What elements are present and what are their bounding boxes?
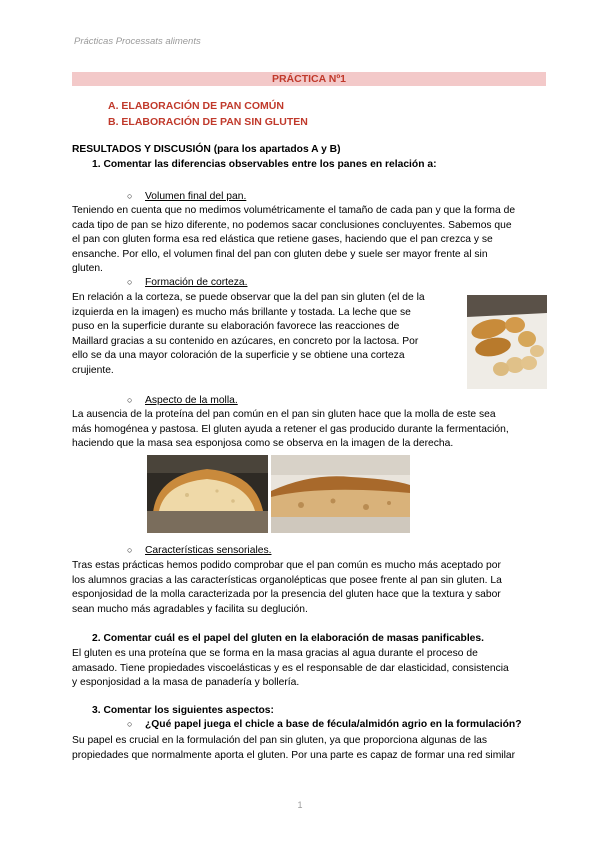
bread-tray-illustration [467, 295, 547, 389]
corteza-paragraph [72, 291, 458, 379]
part-b-heading: B. ELABORACIÓN DE PAN SIN GLUTEN [108, 116, 308, 128]
question-1-heading: 1. Comentar las diferencias observables entre los panes en relación a: [92, 159, 437, 170]
gluten-free-crumb-illustration [147, 455, 268, 533]
text-line: puso en la superficie durante su elaboración favorece las reacciones de [72, 321, 400, 333]
text-line: Teniendo en cuenta que no medimos volumétricamente el tamaño de cada pan y que la forma de [72, 205, 516, 216]
text-line: y esponjosidad a la masa de panadería y bollería. [72, 677, 300, 689]
part-a-heading: A. ELABORACIÓN DE PAN COMÚN [108, 100, 284, 112]
subsection-volumen [127, 191, 246, 202]
subsection-title: Formación de corteza. [145, 277, 248, 288]
text-line: izquierda en la imagen) es mucho más brillante y tostada. La leche que se [72, 306, 411, 318]
bullet-circle-icon: ○ [127, 277, 133, 287]
text-line: En relación a la corteza, se puede observar que la del pan sin gluten (el de la [72, 292, 425, 303]
text-line: el pan con gluten forma esa red elástica que retiene gases, haciendo que el pan crezca y se [72, 234, 493, 246]
common-bread-crumb-photo [271, 455, 410, 533]
common-bread-crumb-illustration [271, 455, 410, 533]
practice-title: PRÁCTICA Nº1 [271, 73, 347, 85]
question-2-paragraph [72, 647, 549, 691]
molla-paragraph [72, 408, 549, 452]
volumen-paragraph [72, 204, 549, 277]
subsection-corteza [127, 277, 247, 288]
text-line: los alumnos gracias a las características organolépticas que posee frente al pan sin gluten. La [72, 574, 502, 586]
text-line: ello se da una mayor coloración de la superficie y se obtiene una corteza [72, 350, 405, 362]
subsection-title: Volumen final del pan. [145, 191, 247, 202]
text-line: haciendo que la masa sea esponjosa como se observa en la imagen de la derecha. [72, 438, 454, 450]
subsection-sensoriales [127, 545, 271, 556]
text-line: crujiente. [72, 364, 114, 376]
text-line: Maillard gracias a su contenido en azúcares, en concreto por la lactosa. Por [72, 335, 419, 347]
text-line: propiedades que normalmente aporta el gluten. Por una parte es capaz de formar una red similar [72, 749, 516, 761]
text-line: Tras estas prácticas hemos podido comprobar que el pan común es mucho más aceptado por [72, 560, 501, 571]
question-3-heading: 3. Comentar los siguientes aspectos: [92, 705, 274, 716]
results-heading: RESULTADOS Y DISCUSIÓN (para los apartados A y B) [72, 144, 341, 155]
subsection-title: Características sensoriales. [145, 545, 272, 556]
text-line: cada tipo de pan se hizo diferente, no podemos sacar conclusiones concluyentes. Sabemos que [72, 219, 512, 231]
bullet-circle-icon: ○ [127, 395, 133, 405]
text-line: más homogénea y pastosa. El gluten ayuda a retener el gas producido durante la fermentación, [72, 423, 509, 435]
bullet-circle-icon: ○ [127, 545, 133, 555]
bullet-circle-icon: ○ [127, 719, 133, 729]
running-header: Prácticas Processats aliments [74, 36, 201, 47]
text-line: Su papel es crucial en la formulación del pan sin gluten, ya que proporciona algunas de las [72, 735, 488, 746]
text-line: sean mucho más agradables y facilita su deglución. [72, 603, 308, 615]
text-line: gluten. [72, 263, 103, 275]
page-number: 1 [297, 800, 303, 810]
question-2-heading: 2. Comentar cuál es el papel del gluten en la elaboración de masas panificables. [92, 633, 484, 644]
text-line: esponjosidad de la molla caracterizada por la presencia del gluten hace que la textura y sabor [72, 589, 501, 601]
text-line: ensanche. Por ello, el volumen final del pan con gluten debe y suele ser mayor frente al sin [72, 248, 488, 260]
subsection-title: Aspecto de la molla. [145, 395, 238, 406]
bullet-circle-icon: ○ [127, 191, 133, 201]
subsection-title: ¿Qué papel juega el chicle a base de fécula/almidón agrio en la formulación? [145, 719, 522, 730]
gluten-free-crumb-photo [147, 455, 268, 533]
question-3-paragraph [72, 734, 549, 763]
question-3-subheading [127, 719, 522, 730]
text-line: El gluten es una proteína que se forma en la masa gracias al agua durante el proceso de [72, 648, 478, 659]
title-banner [72, 72, 546, 86]
bread-tray-photo [467, 295, 547, 389]
text-line: amasado. Tiene propiedades viscoelásticas y es el responsable de dar elasticidad, consistencia [72, 662, 509, 674]
subsection-molla [127, 395, 238, 406]
sensoriales-paragraph [72, 559, 549, 617]
text-line: La ausencia de la proteína del pan común en el pan sin gluten hace que la molla de este sea [72, 409, 496, 420]
